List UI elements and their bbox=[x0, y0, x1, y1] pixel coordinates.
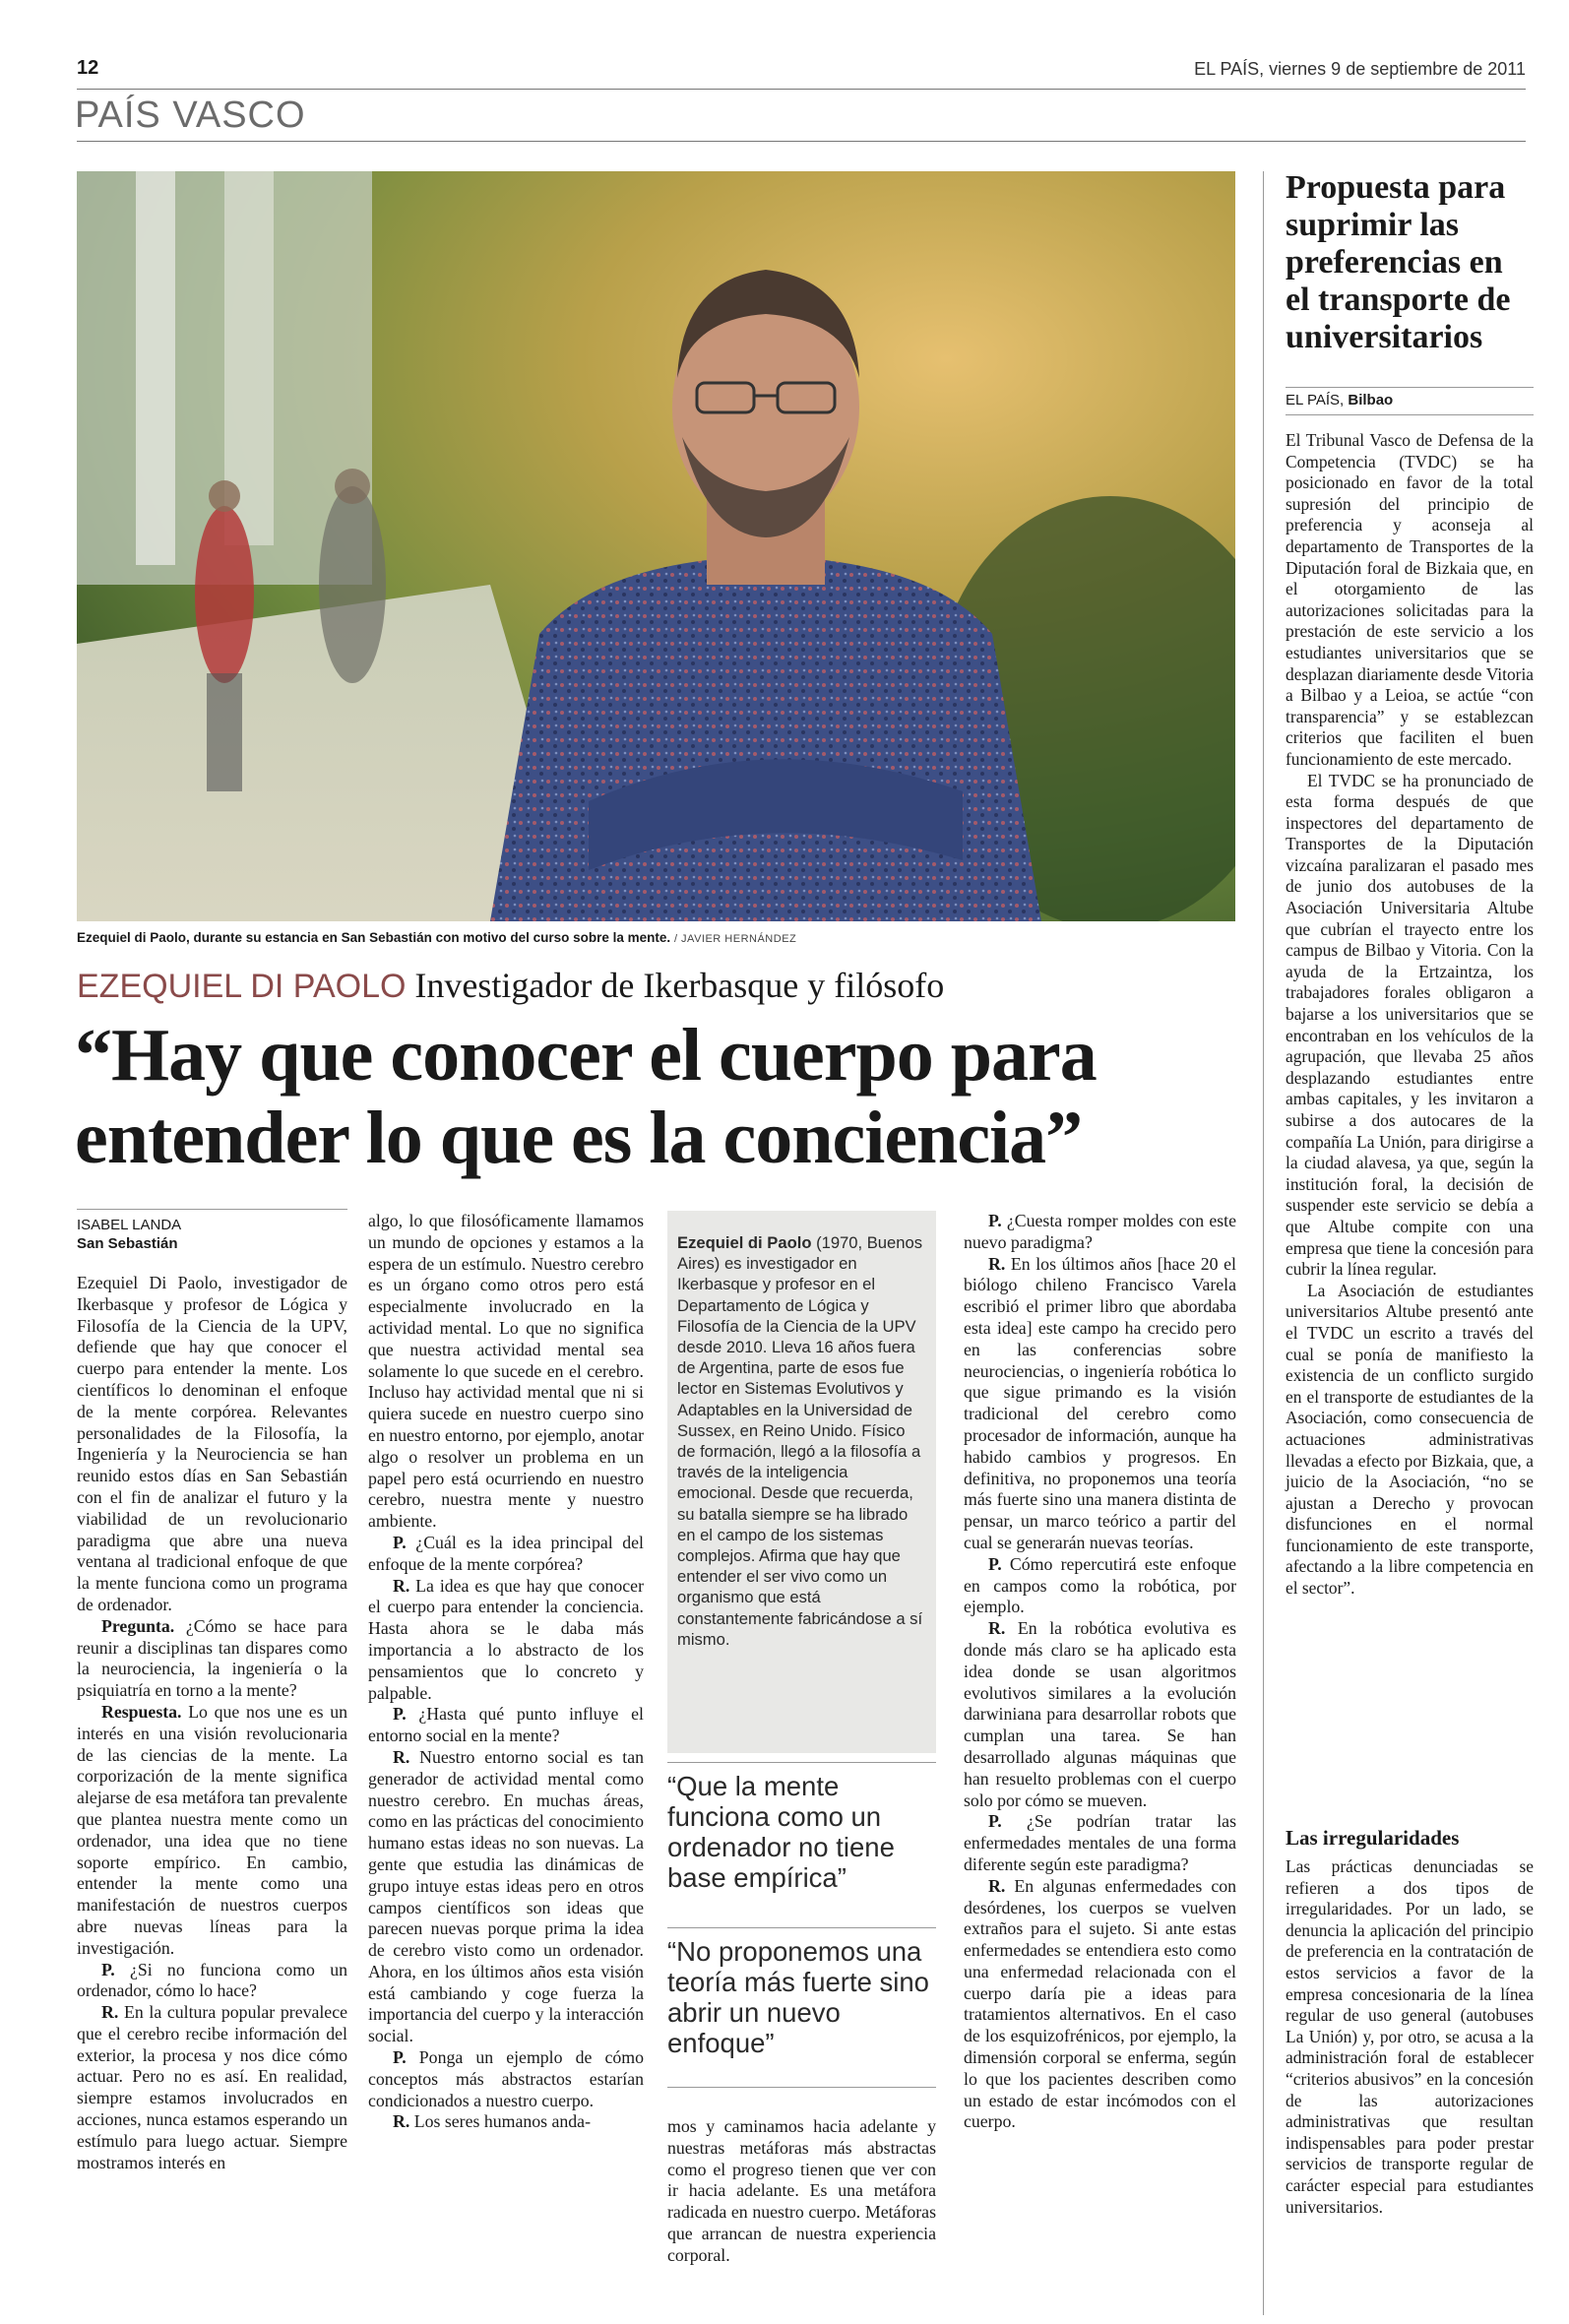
article-column-4 bbox=[964, 1211, 1236, 2133]
paragraph: La Asociación de estudiantes universitarios Altube presentó ante el TVDC un escrito a través del cual se ponía de manifiesto la existencia de un conflicto surgido en el transporte de estudiantes de la Asociación, como consecuencia de actuaciones administrativas llevadas a efecto por Bizkaia, que, a juicio de la Asociación, “no se ajustan a Derecho y provocan disfunciones en el normal funcionamiento de este transporte, afectando a la libre competencia en el sector”. bbox=[1286, 1280, 1534, 1599]
kicker-name: EZEQUIEL DI PAOLO bbox=[77, 968, 407, 1005]
headline: “Hay que conocer el cuerpo para entender lo que es la conciencia” bbox=[75, 1014, 1097, 1179]
sidebar-paper: EL PAÍS, bbox=[1286, 392, 1345, 408]
sidebar-byline bbox=[1286, 387, 1534, 415]
header-rule bbox=[77, 89, 1526, 90]
paragraph: R. Nuestro entorno social es tan generador de actividad mental como nuestro cerebro. En muchas áreas, como en las prácticas del conocimiento humano estas ideas no son nuevas. La gente que estudia las dinámicas de grupo intuye estas ideas pero en otros campos científicos son ideas que parecen nuevas porque prima la idea de cerebro visto como un ordenador. Ahora, en los últimos años esta visión está cambiando y coge fuerza la importancia del cuerpo y la interacción social. bbox=[368, 1746, 644, 2046]
quote-rule bbox=[667, 2087, 936, 2088]
bio-text: (1970, Buenos Aires) es investigador en Ikerbasque y profesor en el Departamento de Lógica y Filosofía de la Ciencia de la UPV desde 2010. Lleva 16 años fuera de Argentina, parte de esos fue lector en Sistemas Evolutivos y Adaptables en la Universidad de Sussex, en Reino Unido. Físico de formación, llegó a la filosofía a través de la inteligencia emocional. Desde que recuerda, su batalla siempre se ha librado en el campo de los sistemas complejos. Afirma que hay que entender el ser vivo como un organismo que está constantemente fabricándose a sí mismo. bbox=[677, 1233, 923, 1649]
byline bbox=[77, 1209, 347, 1253]
photo-credit: / JAVIER HERNÁNDEZ bbox=[673, 933, 797, 945]
pull-quote: “No proponemos una teoría más fuerte sino abrir un nuevo enfoque” bbox=[667, 1927, 936, 2058]
paragraph: mos y caminamos hacia adelante y nuestras metáforas más abstractas como el progreso tienen que ver con ir hacia adelante. Es una metáfora radicada en nuestro cuerpo. Metáforas que arrancan de nuestra experiencia corporal. bbox=[667, 2116, 936, 2265]
paragraph: P. ¿Si no funciona como un ordenador, cómo lo hace? bbox=[77, 1959, 347, 2001]
sidebar-body-2: Las prácticas denunciadas se refieren a dos tipos de irregularidades. Por un lado, se denuncia la aplicación del principio de preferencia en la contratación de estos servicios a favor de la empresa concesionaria de la línea regular de uso general (autobuses La Unión) y, por otro, se acusa a la administración foral de establecer “criterios abusivos” en la concesión de las autorizaciones administrativas que resultan indispensables para poder prestar servicios de transporte regular de carácter especial para estudiantes universitarios. bbox=[1286, 1856, 1534, 2217]
paragraph: Ezequiel Di Paolo, investigador de Ikerbasque y profesor de Lógica y Filosofía de la Ciencia de la UPV, defiende que hay que conocer el cuerpo para entender la mente. Los científicos lo denominan el enfoque de la mente corpórea. Relevantes personalidades de la Filosofía, la Ingeniería y la Neurociencia se han reunido estos días en San Sebastián con el fin de analizar el futuro y la viabilidad de un revolucionario paradigma que abre una nueva ventana al tradicional enfoque de que la mente funciona como un programa de ordenador. bbox=[77, 1273, 347, 1614]
article-column-3 bbox=[667, 2116, 936, 2267]
section-title: PAÍS VASCO bbox=[75, 94, 306, 136]
paragraph: algo, lo que filosóficamente llamamos un mundo de opciones y estamos a la espera de un estímulo. Nuestro cerebro es un órgano como otros pero está especialmente involucrado en la actividad mental. Lo que no significa que nuestra actividad mental sea solamente lo que sucede en el cerebro. Incluso hay actividad mental que ni si quiera sucede en nuestro cuerpo sino en nuestro entorno, por ejemplo, anotar algo o resolver un problema en un papel pero está ocurriendo en nuestro cerebro, nuestra mente y nuestro ambiente. bbox=[368, 1211, 644, 1532]
sidebar-city: Bilbao bbox=[1348, 392, 1394, 408]
caption-text: Ezequiel di Paolo, durante su estancia en San Sebastián con motivo del curso sobre la mente. bbox=[77, 930, 671, 945]
bio-name: Ezequiel di Paolo bbox=[677, 1233, 812, 1252]
photo-illustration bbox=[77, 171, 1235, 921]
byline-location: San Sebastián bbox=[77, 1235, 178, 1252]
paragraph: P. ¿Cuál es la idea principal del enfoque de la mente corpórea? bbox=[368, 1532, 644, 1574]
paragraph: R. En los últimos años [hace 20 el biólogo chileno Francisco Varela escribió el primer libro que abordaba esta idea] este campo ha crecido pero en las conferencias sobre neurociencias, o ingeniería robótica lo que sigue primando es la visión tradicional del cerebro como procesador de información, aunque ha habido cambios y progresos. En definitiva, no proponemos una teoría más fuerte sino una manera distinta de pensar, un marco teórico a partir del cual se generarán nuevas teorías. bbox=[964, 1253, 1236, 1552]
paragraph: R. En la robótica evolutiva es donde más claro se ha aplicado esta idea donde se usan algoritmos evolutivos similares a la evolución darwiniana para desarrollar robots que cumplan una tarea. Se han desarrollado algunas máquinas que han resuelto problemas con el cuerpo solo por cómo se mueven. bbox=[964, 1618, 1236, 1810]
paragraph: P. Cómo repercutirá este enfoque en campos como la robótica, por ejemplo. bbox=[964, 1553, 1236, 1617]
author-name: ISABEL LANDA bbox=[77, 1217, 182, 1233]
paragraph: El TVDC se ha pronunciado de esta forma después de que inspectores del departamento de Transportes de la Diputación vizcaína paralizaran el pasado mes de junio dos autobuses de la Asociación Universitaria Altube que cubrían el trayecto entre los campus de Bilbao y Vitoria. Con la ayuda de la Ertzaintza, los trabajadores forales obligaron a bajarse a los universitarios que se encontraban en los vehículos de la agrupación, que llevaba 25 años desplazando estudiantes entre ambas capitales, y les invitaron a subirse a dos autocares de la compañía La Unión, para dirigirse a la ciudad alavesa, ya que, según la institución foral, la decisión de suspender este servicio se debía a que Altube compite con una empresa que tiene la concesión para cubrir la línea regular. bbox=[1286, 770, 1534, 1280]
paragraph: R. La idea es que hay que conocer el cuerpo para entender la conciencia. Hasta ahora se le daba más importancia a lo abstracto de los pensamientos que lo concreto y palpable. bbox=[368, 1575, 644, 1703]
paragraph: El Tribunal Vasco de Defensa de la Competencia (TVDC) se ha posicionado en favor de la total supresión del principio de preferencia y aconseja al departamento de Transportes de la Diputación foral de Bizkaia que, en el otorgamiento de las autorizaciones solicitadas para la prestación de este servicio a los estudiantes universitarios que se desplazan diariamente desde Vitoria a Bilbao y a Leioa, se actúe “con transparencia” y se establezcan criterios que faciliten el buen funcionamiento de este mercado. bbox=[1286, 430, 1534, 769]
pull-quote: “Que la mente funciona como un ordenador no tiene base empírica” bbox=[667, 1762, 936, 1893]
article-column-1 bbox=[77, 1273, 347, 2173]
section-rule bbox=[77, 141, 1526, 142]
article-column-2 bbox=[368, 1211, 644, 2133]
paragraph: R. En algunas enfermedades con desórdenes, los cuerpos se vuelven extraños para el sujeto. Si ante estas enfermedades se entendiera esto como una enfermedad relacionada con el cuerpo daría pie a ideas para tratamientos alternativos. En el caso de los esquizofrénicos, por ejemplo, la dimensión corporal se enferma, según lo que los pacientes describen como un estado de estar incómodos con el cuerpo. bbox=[964, 1875, 1236, 2132]
portrait-photo bbox=[77, 171, 1235, 921]
paragraph: P. ¿Cuesta romper moldes con este nuevo paradigma? bbox=[964, 1211, 1236, 1252]
paragraph: P. ¿Se podrían tratar las enfermedades mentales de una forma diferente según este paradigma? bbox=[964, 1811, 1236, 1874]
bio-box bbox=[667, 1211, 936, 1753]
sidebar-subhead: Las irregularidades bbox=[1286, 1826, 1460, 1850]
paragraph: P. ¿Hasta qué punto influye el entorno social en la mente? bbox=[368, 1704, 644, 1746]
sidebar-divider bbox=[1263, 171, 1264, 2315]
paragraph: Respuesta. Lo que nos une es un interés en una visión revolucionaria de las ciencias de la mente. La corporización de la mente significa alejarse de esa metáfora tan prevalente que plantea nuestra mente como un ordenador, una idea que no tiene soporte empírico. En cambio, entender la mente como una manifestación de nuestros cuerpos abre nuevas líneas para la investigación. bbox=[77, 1701, 347, 1958]
sidebar-body bbox=[1286, 430, 1534, 1600]
page-number: 12 bbox=[77, 57, 99, 79]
paragraph: P. Ponga un ejemplo de cómo conceptos más abstractos estarían condicionados a nuestro cuerpo. bbox=[368, 2047, 644, 2110]
paragraph: R. Los seres humanos anda- bbox=[393, 2111, 591, 2132]
photo-caption bbox=[77, 930, 796, 945]
kicker-role: Investigador de Ikerbasque y filósofo bbox=[414, 966, 945, 1005]
paragraph: Pregunta. ¿Cómo se hace para reunir a disciplinas tan dispares como la neurociencia, la ingeniería o la psiquiatría en torno a la mente? bbox=[77, 1615, 347, 1701]
paragraph: R. En la cultura popular prevalece que el cerebro recibe información del exterior, la procesa y nos dice cómo actuar. Pero no es así. En realidad, siempre estamos involucrados en acciones, nunca estamos esperando un estímulo para luego actuar. Siempre mostramos interés en bbox=[77, 2002, 347, 2172]
publication-date: EL PAÍS, viernes 9 de septiembre de 2011 bbox=[1194, 59, 1526, 79]
kicker bbox=[77, 965, 944, 1006]
sidebar-title: Propuesta para suprimir las preferencias en el transporte de universitarios bbox=[1286, 169, 1511, 355]
